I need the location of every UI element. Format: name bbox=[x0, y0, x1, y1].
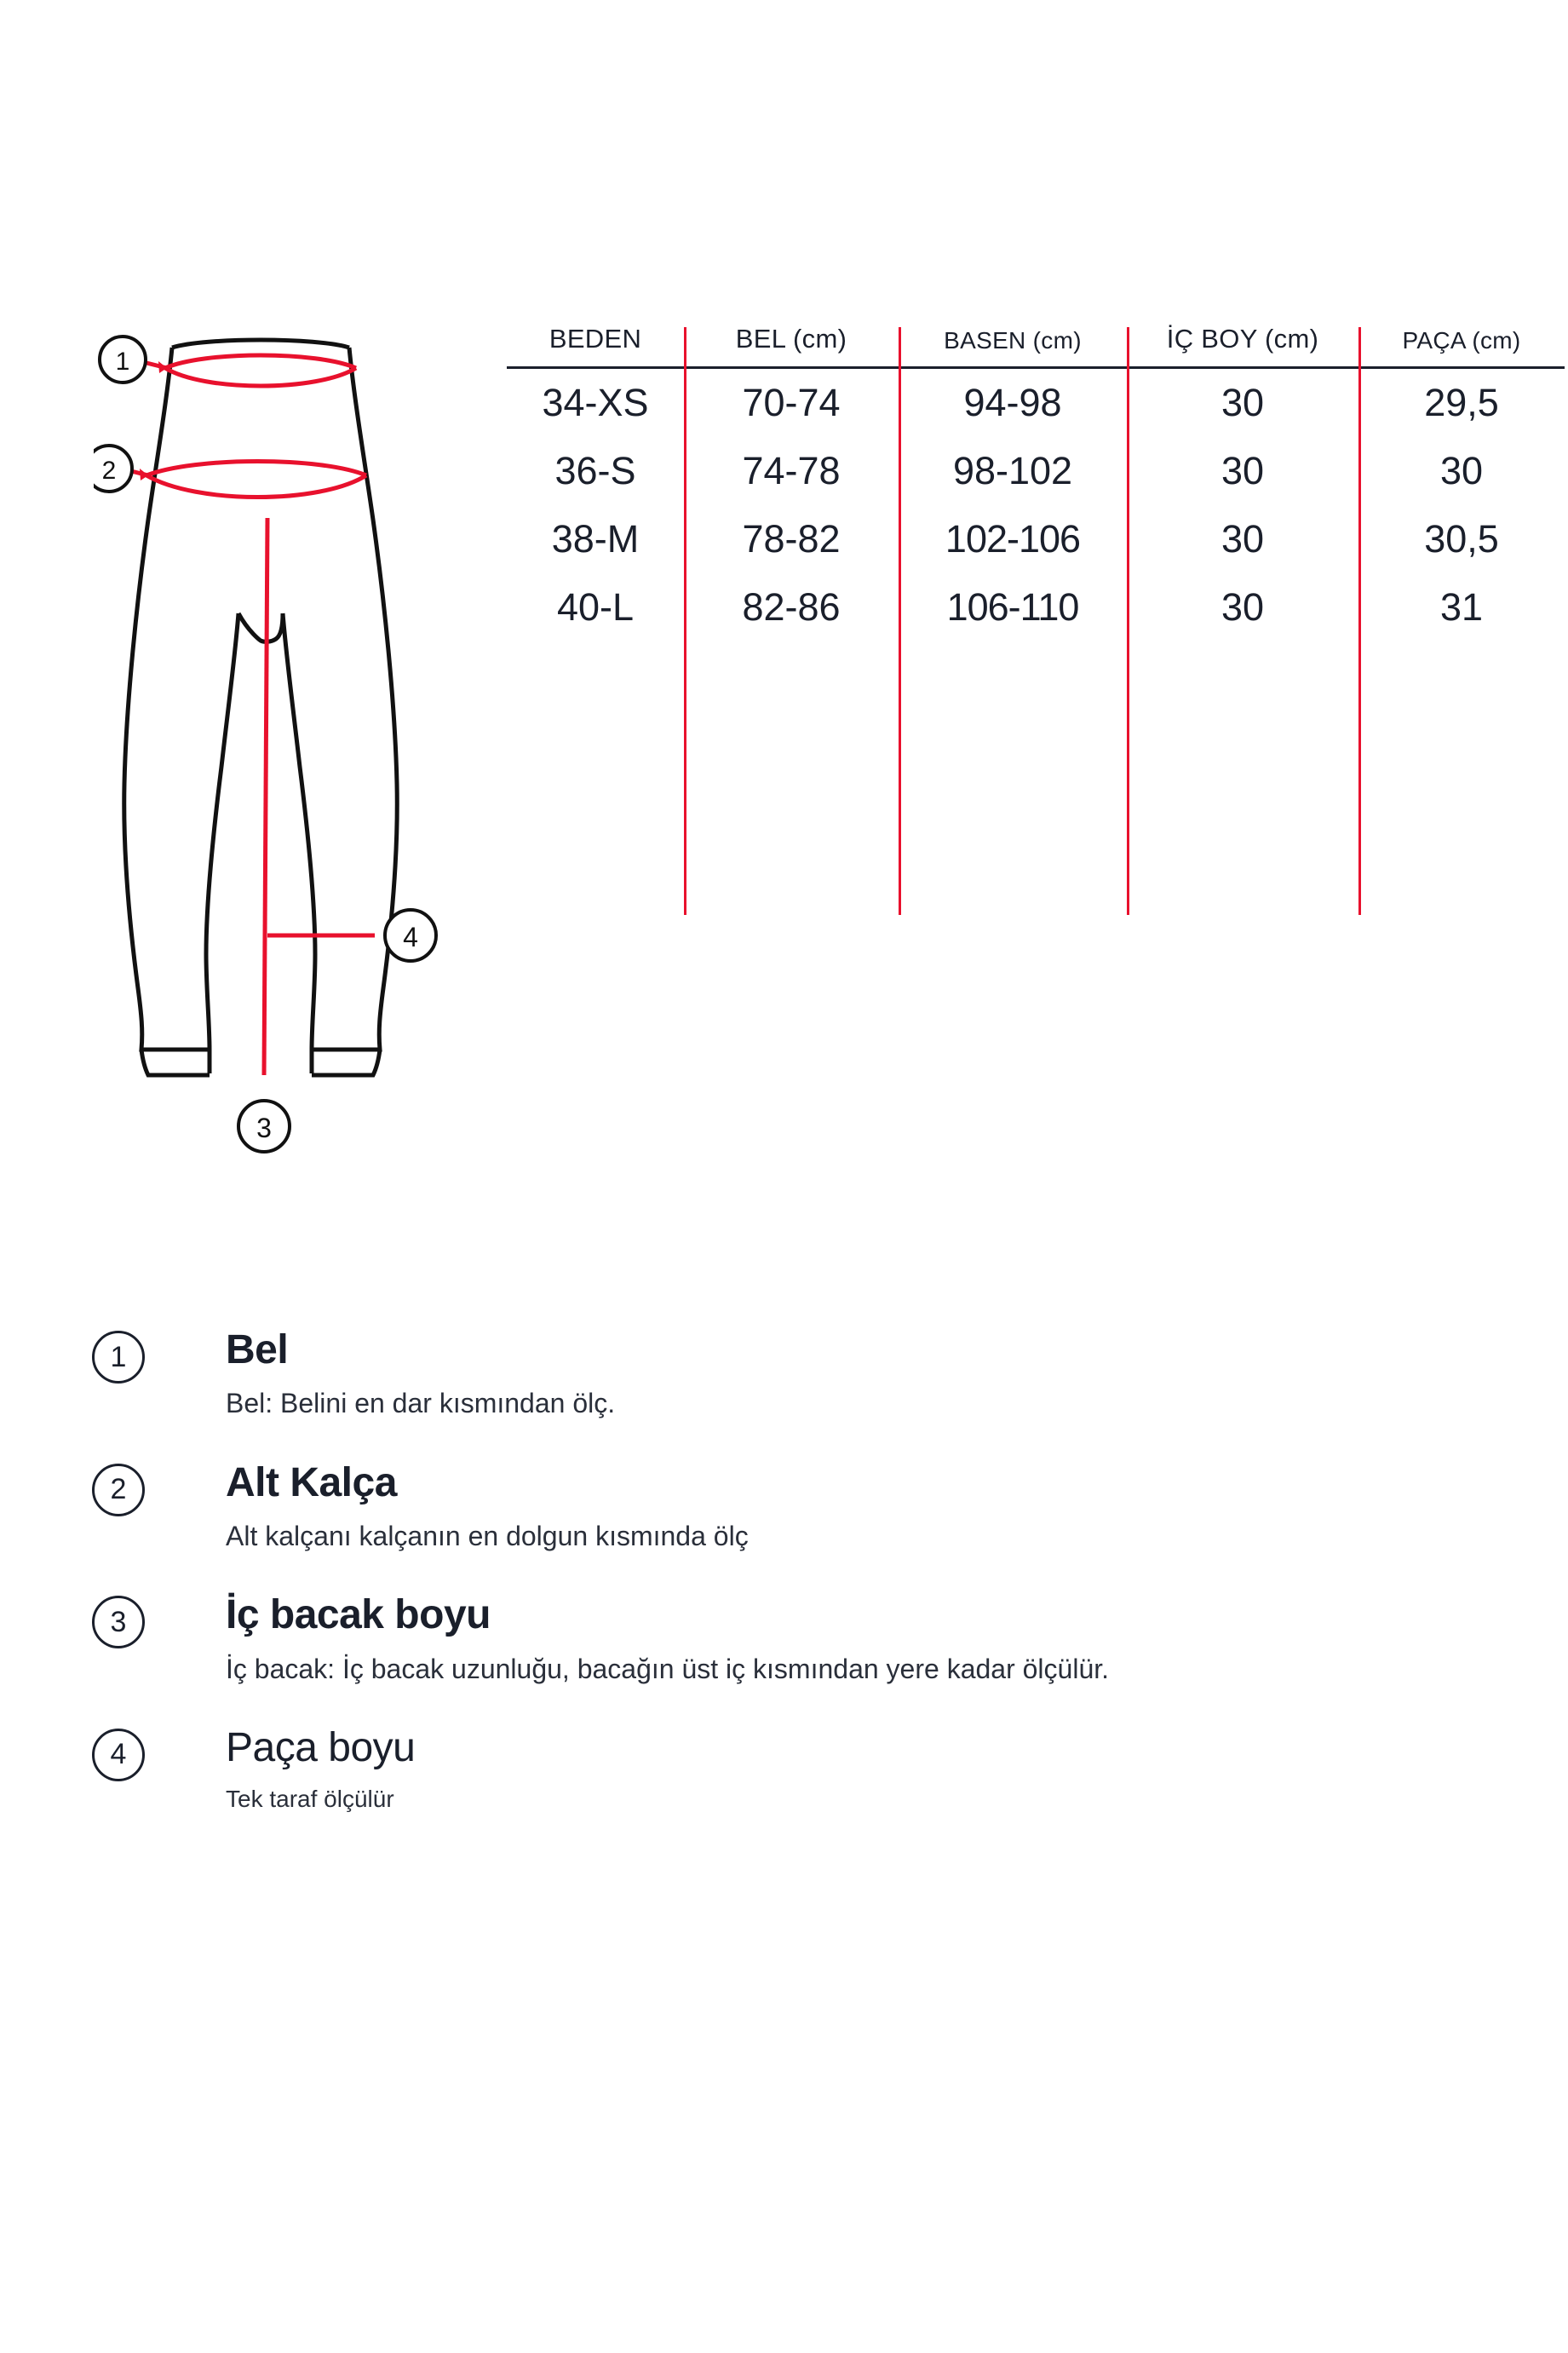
legend-item-alt-kalca bbox=[77, 1459, 1491, 1556]
cell-basen: 106-110 bbox=[946, 585, 1079, 629]
legend-desc-bel: Bel: Belini en dar kısmından ölç. bbox=[226, 1388, 616, 1419]
table-row bbox=[507, 573, 1565, 641]
legend-title-alt-kalca: Alt Kalça bbox=[226, 1459, 397, 1505]
legend-desc-ic-bacak-boyu: İç bacak: İç bacak uzunluğu, bacağın üst iç kısmından yere kadar ölçülür. bbox=[226, 1653, 1110, 1684]
cell-basen: 98-102 bbox=[952, 449, 1073, 492]
legend-bullet-2: 2 bbox=[92, 1464, 145, 1516]
size-table-container bbox=[507, 324, 1568, 641]
cell-bel: 74-78 bbox=[742, 449, 841, 492]
table-header-row bbox=[507, 324, 1565, 368]
legend-desc-paca-boyu: Tek taraf ölçülür bbox=[226, 1786, 394, 1813]
cell-ic-boy: 30 bbox=[1221, 381, 1265, 424]
column-header-basen: BASEN (cm) bbox=[944, 327, 1082, 354]
table-row bbox=[507, 368, 1565, 438]
cell-paca: 29,5 bbox=[1424, 381, 1499, 424]
figure-marker-1 bbox=[100, 337, 146, 383]
legend-item-paca-boyu bbox=[77, 1724, 1491, 1815]
cell-basen: 94-98 bbox=[963, 381, 1062, 424]
column-header-ic-boy: İÇ BOY (cm) bbox=[1166, 324, 1319, 354]
table-divider-2 bbox=[899, 327, 901, 915]
figure-marker-4 bbox=[385, 910, 436, 961]
table-divider-3 bbox=[1127, 327, 1129, 915]
column-header-bel: BEL (cm) bbox=[735, 324, 847, 354]
cell-ic-boy: 30 bbox=[1221, 449, 1265, 492]
cell-bel: 70-74 bbox=[742, 381, 841, 424]
table-divider-4 bbox=[1358, 327, 1361, 915]
measurement-legend bbox=[0, 1329, 1568, 1855]
size-table bbox=[507, 324, 1565, 641]
legend-bullet-1: 1 bbox=[92, 1331, 145, 1384]
cell-beden: 38-M bbox=[551, 517, 640, 561]
table-row bbox=[507, 505, 1565, 573]
figure-marker-3 bbox=[238, 1101, 290, 1152]
legend-title-bel: Bel bbox=[226, 1327, 289, 1372]
cell-ic-boy: 30 bbox=[1221, 585, 1265, 629]
cell-paca: 30 bbox=[1439, 449, 1484, 492]
legend-bullet-4: 4 bbox=[92, 1729, 145, 1781]
legend-item-ic-bacak-boyu bbox=[77, 1594, 1491, 1688]
column-header-paca: PAÇA (cm) bbox=[1402, 327, 1521, 354]
figure-marker-2 bbox=[94, 446, 132, 492]
svg-text:2: 2 bbox=[101, 457, 117, 485]
legend-bullet-3: 3 bbox=[92, 1596, 145, 1648]
legend-item-bel bbox=[77, 1329, 1491, 1423]
legend-title-ic-bacak-boyu: İç bacak boyu bbox=[226, 1592, 491, 1638]
cell-bel: 82-86 bbox=[742, 585, 841, 629]
svg-text:3: 3 bbox=[256, 1113, 272, 1143]
cell-beden: 34-XS bbox=[542, 381, 649, 424]
legend-title-paca-boyu: Paça boyu bbox=[226, 1724, 416, 1770]
legend-desc-alt-kalca: Alt kalçanı kalçanın en dolgun kısmında ölç bbox=[226, 1520, 749, 1551]
cell-basen: 102-106 bbox=[945, 517, 1081, 561]
column-header-beden: BEDEN bbox=[549, 324, 642, 354]
cell-ic-boy: 30 bbox=[1221, 517, 1265, 561]
cell-paca: 31 bbox=[1439, 585, 1484, 629]
cell-paca: 30,5 bbox=[1424, 517, 1499, 561]
table-row bbox=[507, 437, 1565, 505]
cell-beden: 40-L bbox=[556, 585, 635, 629]
table-divider-1 bbox=[684, 327, 686, 915]
cell-beden: 36-S bbox=[554, 449, 636, 492]
svg-text:1: 1 bbox=[115, 348, 130, 376]
svg-text:4: 4 bbox=[403, 922, 418, 952]
cell-bel: 78-82 bbox=[742, 517, 841, 561]
